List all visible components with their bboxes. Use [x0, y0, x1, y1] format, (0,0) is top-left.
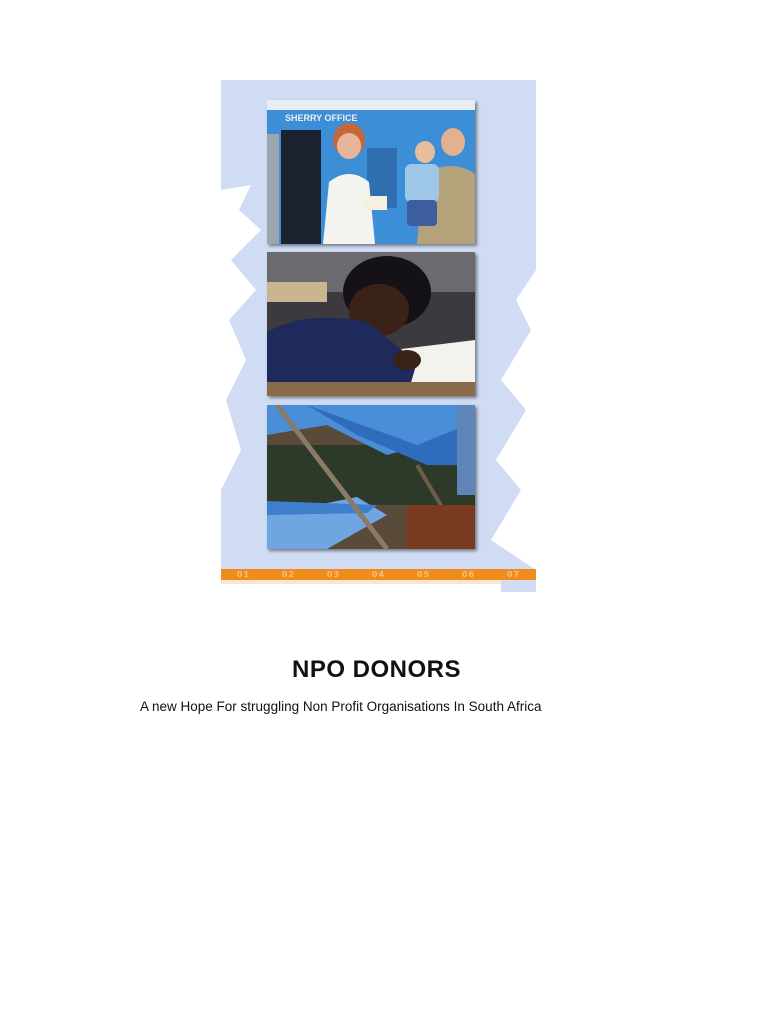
- orange-number-strip: [221, 569, 536, 580]
- strip-mark: 02: [281, 570, 296, 579]
- cover-collage: [221, 80, 536, 592]
- photo-damaged-shelter: [267, 405, 475, 549]
- document-title: NPO DONORS: [291, 656, 461, 683]
- strip-mark: 07: [506, 570, 521, 579]
- document-subtitle: A new Hope For struggling Non Profit Organisations In South Africa: [140, 699, 542, 714]
- photo-child-studying: [267, 252, 475, 396]
- strip-mark: 04: [371, 570, 386, 579]
- white-brush-stroke-right: [476, 270, 536, 570]
- shack-sign-text: SHERRY OFFICE: [285, 113, 358, 123]
- strip-shadow-edge: [221, 580, 536, 592]
- strip-mark: 01: [236, 570, 251, 579]
- strip-mark: 06: [461, 570, 476, 579]
- strip-mark: 03: [326, 570, 341, 579]
- photo-volunteers-at-shack: [267, 100, 475, 244]
- strip-mark: 05: [416, 570, 431, 579]
